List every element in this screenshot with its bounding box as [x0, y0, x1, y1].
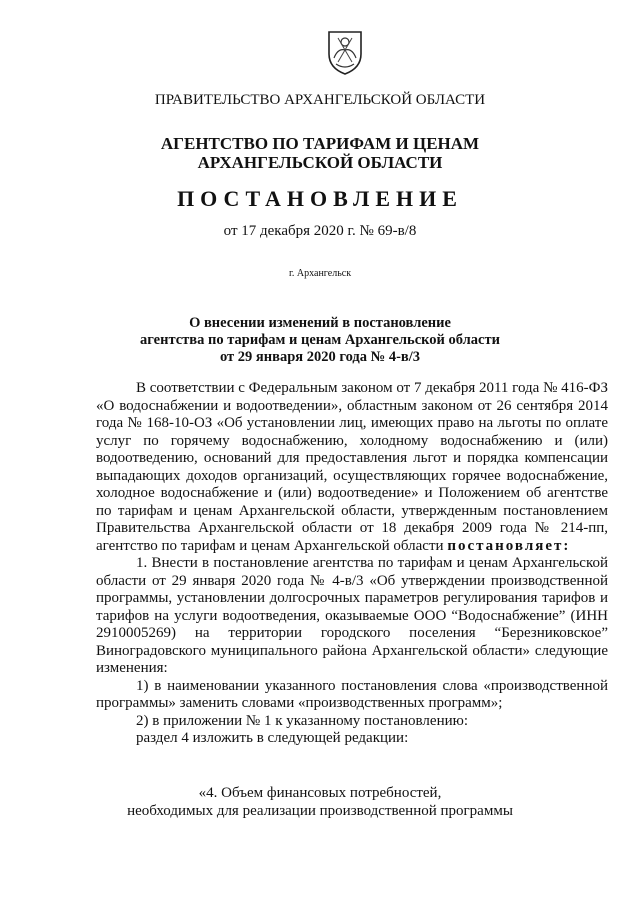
coat-of-arms-icon: [326, 28, 364, 76]
document-body: [96, 380, 608, 748]
body-paragraph-preamble: [96, 380, 608, 555]
preamble-text: В соответствии с Федеральным законом от 7 декабря 2011 года № 416-ФЗ «О водоснабжении и водоотведении», областным законом от 26 сентября 2014 года № 168-10-ОЗ «Об установлении лиц, имеющих право на льготы по оплате услуг по горячему водоснабжению, холодному водоснабжению и (или) водоотведению, оснований для предоставления льгот и порядка компенсации выпадающих доходов организаций, осуществляющих горячее водоснабжение, холодное водоснабжение и (или) водоотведение» и Положением об агентстве по тарифам и ценам Архангельской области, утвержденным постановлением Правительства Архангельской области от 18 декабря 2009 года № 214-пп, агентство по тарифам и ценам Архангельской области: [96, 380, 608, 554]
decree-keyword: постановляет:: [447, 537, 571, 554]
document-date-number: от 17 декабря 2020 г. № 69-в/8: [223, 223, 417, 239]
subject-line-2: агентства по тарифам и ценам Архангельской области: [140, 332, 500, 348]
government-name: ПРАВИТЕЛЬСТВО АРХАНГЕЛЬСКОЙ ОБЛАСТИ: [154, 92, 486, 108]
document-city: г. Архангельск: [288, 268, 352, 279]
subject-line-3: от 29 января 2020 года № 4-в/3: [219, 349, 421, 365]
body-paragraph-item-1: 1. Внести в постановление агентства по тарифам и ценам Архангельской области от 29 января 2020 года № 4-в/3 «Об утверждении производственной программы, установлении долгосрочных параметров регулирования тарифов и тарифов на услуги водоотведения, оказываемые ООО “Водоснабжение” (ИНН 2910005269) на территории городского поселения “Березниковское” Виноградовского муниципального района Архангельской области» следующие изменения:: [96, 555, 608, 676]
body-paragraph-subitem-1: 1) в наименовании указанного постановления слова «производственной программы» заменить словами «производственных программ»;: [96, 677, 608, 711]
agency-name-line-1: АГЕНТСТВО ПО ТАРИФАМ И ЦЕНАМ: [160, 134, 480, 153]
subject-line-1: О внесении изменений в постановление: [189, 315, 451, 331]
section-title-line-2: необходимых для реализации производственной программы: [127, 803, 513, 819]
body-paragraph-subitem-2: 2) в приложении № 1 к указанному постановлению:: [136, 712, 468, 729]
body-paragraph-section-note: раздел 4 изложить в следующей редакции:: [136, 730, 409, 746]
document-type: ПОСТАНОВЛЕНИЕ: [177, 186, 463, 211]
agency-name-line-2: АРХАНГЕЛЬСКОЙ ОБЛАСТИ: [197, 153, 443, 172]
section-title-line-1: «4. Объем финансовых потребностей,: [198, 785, 442, 801]
